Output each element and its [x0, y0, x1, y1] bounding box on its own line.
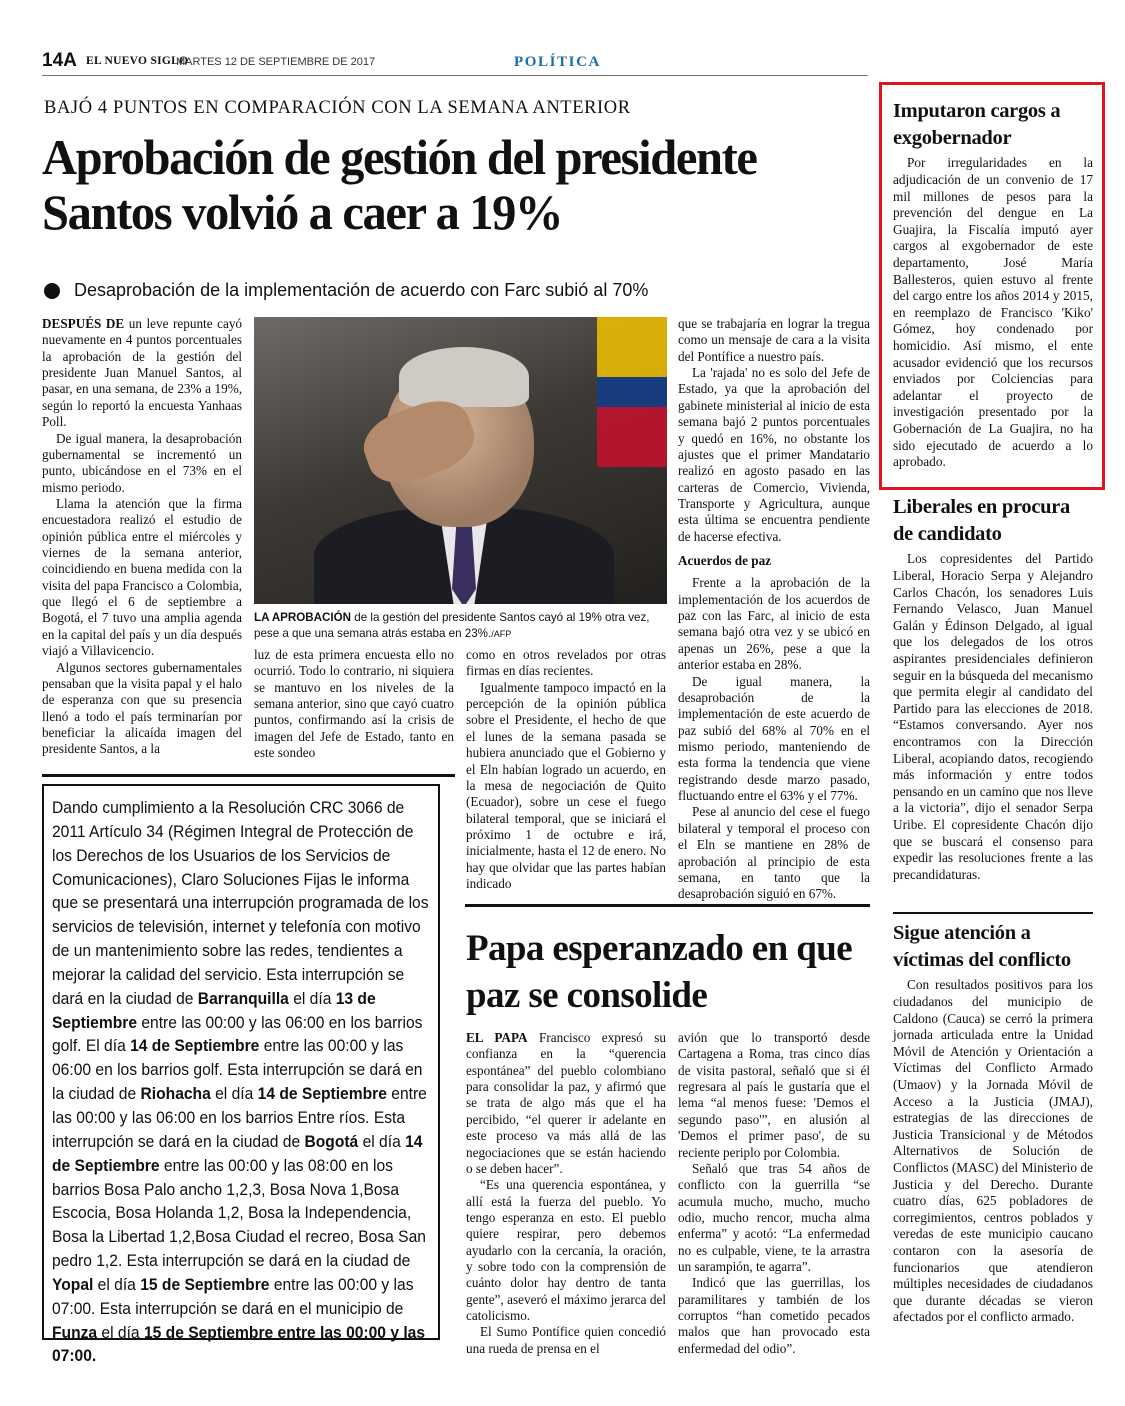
subheadline-text: Desaprobación de la implementación de acuerdo con Farc subió al 70% [74, 280, 649, 300]
paragraph: Con resultados positivos para los ciudadanos del municipio de Caldono (Cauca) se cerró la primera jornada articulada entre la Unidad Móvil de Atención y Orientación a Víctimas del Conflicto Armado (Umaov) y la Jornada Móvil de Acceso a la Justicia (JMAJ), estrategias de las direcciones de Justicia Transicional y de Métodos Alternativos de Solución de Conflictos (MASC) del Ministerio de Justicia y del Derecho. Durante cuatro días, 625 pobladores de corregimientos, centros poblados y veredas de este municipio caucano contaron con la asesoría de funcionarios que atendieron múltiples necesidades de ciudadanos que durante décadas se vieron afectados por el conflicto armado. [893, 977, 1093, 1325]
paragraph: La 'rajada' no es solo del Jefe de Estado, ya que la aprobación del gabinete ministerial al inicio de esta semana bajó 2 puntos porcentuales y quedó en 16%, no obstante los ajustes que el primer Mandatario realizó en agosto pasado en las carteras de Comercio, Vivienda, Transporte y Agricultura, aunque esta última se encuentra pendiente de hacerse efectiva. [678, 365, 870, 544]
sidebar-story-2 [893, 494, 1093, 883]
lead-in: DESPUÉS DE [42, 316, 125, 331]
paragraph: luz de esta primera encuesta ello no ocurrió. Todo lo contrario, ni siquiera se mantuvo en los niveles de la semana anterior, sino que cayó cuatro puntos, confirmando así la crisis de imagen del Jefe de Estado, tanto en este sondeo [254, 647, 454, 761]
dateline: MARTES 12 DE SEPTIEMBRE DE 2017 [176, 56, 376, 68]
main-column-4 [678, 316, 870, 903]
sidebar-headline: Imputaron cargos a exgobernador [893, 100, 1061, 149]
second-column-2 [678, 1030, 870, 1357]
second-column-1 [466, 1030, 666, 1357]
main-headline [42, 130, 847, 240]
main-column-2 [254, 647, 454, 762]
main-column-3 [466, 647, 666, 892]
paragraph: Indicó que las guerrillas, los paramilitares y también de los corruptos “han cometido pecados malos que han provocado esta enfermedad del odio”. [678, 1275, 870, 1356]
paragraph: que se trabajaría en lograr la tregua como un mensaje de cara a la visita del Pontífice a nuestro país. [678, 316, 870, 364]
paragraph: El Sumo Pontífice quien concedió una rueda de prensa en el [466, 1324, 666, 1356]
section-subtitle: Acuerdos de paz [678, 553, 772, 569]
paragraph: Frente a la aprobación de la implementación de los acuerdos de paz con las Farc, al inicio de esta semana bajó otra vez y se ubicó en apenas un 26%, pese a que la anterior estaba en 28%. [678, 575, 870, 673]
header-divider [42, 75, 868, 76]
sidebar-story-3 [893, 920, 1093, 1326]
paragraph: Francisco expresó su confianza en la “querencia espontánea” del pueblo colombiano para consolidar la paz, y afirmó que se trata de algo más que el ha percibido, “el querer ir adelante en este proceso va más allá de las negociaciones que se están haciendo o se deben hacer”. [466, 1030, 666, 1176]
service-notice-box [42, 784, 440, 1366]
caption-lead: LA APROBACIÓN [254, 611, 352, 624]
paragraph: un leve repunte cayó nuevamente en 4 puntos porcentuales la aprobación de la gestión del presidente Juan Manuel Santos, al pasar, en una semana, de 23% a 19%, según lo reportó la encuesta Yanhaas Poll. [42, 316, 243, 430]
paragraph: De igual manera, la desaprobación gubernamental se incrementó un punto, ubicándose en el 73% en el mismo periodo. [42, 430, 242, 495]
paragraph: Los copresidentes del Partido Liberal, Horacio Serpa y Alejandro Carlos Chacón, los senadores Luis Fernando Velasco, Juan Manuel Galán y Édinson Delgado, al igual que los delegados de los otros aspirantes presidenciales definieron seguir en la búsqueda del mecanismo que permita elegir al candidato del Partido para las elecciones de 2018. “Estamos conversando. Ayer nos encontramos con la Dirección Liberal, acopiando datos, recogiendo más información y entre todos pensando en un camino que nos lleve a la victoria”, dijo el senador Serpa Uribe. El copresidente Chacón dijo que se buscará el consenso para expedir las resoluciones frente a las precandidaturas. [893, 551, 1093, 882]
paragraph: como en otros revelados por otras firmas en días recientes. [466, 647, 666, 679]
news-photo [254, 317, 667, 604]
sidebar-headline: Liberales en procura de candidato [893, 496, 1070, 545]
photo-credit: /AFP [491, 628, 512, 639]
caption-text: de la gestión del presidente Santos cayó al 19% otra vez, pese a que una semana atrás estaba en 23%. [254, 611, 650, 640]
paragraph: De igual manera, la desaprobación de la implementación de este acuerdo de paz subió del 68% al 70% en el mismo periodo, manteniendo de esta forma la tendencia que viene registrando desde marzo pasado, fluctuando entre el 63% y el 77%. [678, 673, 870, 804]
sidebar-headline: Sigue atención a víctimas del conflicto [893, 922, 1071, 971]
bullet-icon [44, 283, 60, 299]
photo-figure-hair [399, 347, 529, 407]
paragraph: avión que lo transportó desde Cartagena a Roma, tras cinco días de visita pastoral, señaló que si él regresara al país le gustaría que el lema “al menos fuese: 'Demos el segundo paso'”, en alusión al 'Demos el primer paso', de su reciente periplo por Colombia. [678, 1030, 870, 1160]
photo-caption [254, 610, 669, 641]
subheadline [44, 280, 648, 301]
kicker: BAJÓ 4 PUNTOS EN COMPARACIÓN CON LA SEMANA ANTERIOR [44, 98, 631, 118]
main-column-1 [42, 316, 242, 758]
service-notice-text: Dando cumplimiento a la Resolución CRC 3066 de 2011 Artículo 34 (Régimen Integral de Protección de los Derechos de los Usuarios de los Servicios de Comunicaciones), Claro Soluciones Fijas le informa que se presentará una interrupción programada de los servicios de televisión, internet y telefonía con motivo de un mantenimiento sobre las redes, tendientes a mejorar la calidad del servicio. Esta interrupción se dará en la ciudad de Barranquilla el día 13 de Septiembre entre las 00:00 y las 06:00 en los barrios golf. El día 14 de Septiembre entre las 00:00 y las 06:00 en los barrios golf. Esta interrupción se dará en la ciudad de Riohacha el día 14 de Septiembre entre las 00:00 y las 06:00 en los barrios Entre ríos. Esta interrupción se dará en la ciudad de Bogotá el día 14 de Septiembre entre las 00:00 y las 08:00 en los barrios Bosa Palo ancho 1,2,3, Bosa Nova 1,Bosa Escocia, Bosa Holanda 1,2, Bosa la Independencia, Bosa la Libertad 1,2,Bosa Ciudad el recreo, Bosa San pedro 1,2. Esta interrupción se dará en la ciudad de Yopal el día 15 de Septiembre entre las 00:00 y las 07:00. Esta interrupción se dará en el municipio de Funza el día 15 de Septiembre entre las 00:00 y las 07:00. [52, 798, 429, 1366]
lead-in: EL PAPA [466, 1030, 528, 1045]
headline-line-2: Santos volvió a caer a 19% [42, 184, 563, 240]
paragraph: Por irregularidades en la adjudicación de un convenio de 17 mil millones de pesos para la prevención del dengue en La Guajira, la Fiscalía imputó ayer cargos al exgobernador de este departamento, José María Ballesteros, quien estuvo al frente del cargo entre los años 2014 y 2015, en reemplazo de Francisco 'Kiko' Gómez, hoy condenado por homicidio. Así mismo, el ente acusador evidenció que los recursos enviados por Colciencias para adelantar el proyecto de investigación presentado por la Gobernación de La Guajira, no ha sido ejecutado de acuerdo a lo aprobado. [893, 155, 1093, 470]
sidebar-divider [893, 912, 1093, 914]
flag-shape [597, 317, 667, 467]
sidebar-story-1 [893, 98, 1093, 471]
headline-line-1: Aprobación de gestión del presidente [42, 129, 757, 185]
paragraph: Igualmente tampoco impactó en la percepción de la opinión pública sobre el Presidente, el hecho de que el lunes de la semana pasada se hubiera anunciado que el Gobierno y el Eln habían logrado un acuerdo, en la mesa de negociación de Quito (Ecuador), sobre un cese el fuego bilateral temporal, que se iniciará el próximo 1 de octubre e irá, inicialmente, hasta el 12 de enero. No hay que olvidar que las partes habían indicado [466, 679, 666, 892]
paragraph: Algunos sectores gubernamentales pensaban que la visita papal y el halo de esperanza con que su presencia llenó a todo el país terminarían por beneficiar la alicaída imagen del presidente Santos, a la [42, 659, 242, 757]
paragraph: “Es una querencia espontánea, y allí está la fuerza del pueblo. Yo tengo esperanza en esto. El pueblo quiere respirar, pero debemos ayudarlo con la cercanía, la oración, y sobre todo con la comprensión de cuánto dolor hay dentro de tanta gente”, aseveró el máximo jerarca del catolicismo. [466, 1177, 666, 1324]
story-divider [465, 904, 870, 907]
section-label: POLÍTICA [514, 54, 601, 70]
paragraph: Pese al anuncio del cese el fuego bilateral y temporal el proceso con el Eln se mantiene en 28% de aprobación al principio de esta semana, en tanto que la desaprobación siguió en 67%. [678, 804, 870, 902]
masthead: EL NUEVO SIGLO [86, 55, 189, 67]
paragraph: Llama la atención que la firma encuestadora realizó el estudio de opinión pública entre el miércoles y viernes de la semana anterior, coincidiendo en buena medida con la visita del papa Francisco a Colombia, que llegó el 6 de septiembre a Bogotá, el 7 tuvo una amplia agenda en la capital del país y un día después viajó a Villavicencio. [42, 495, 242, 659]
ad-top-rule [42, 774, 455, 777]
paragraph: Señaló que tras 54 años de conflicto con la guerrilla “se acumula mucho, mucho, mucho odio, mucho rencor, mucha alma enferma” y acotó: “La enfermedad no es culpable, viene, te la arrastra un sarampión, te agarra”. [678, 1160, 870, 1275]
second-headline: Papa esperanzado en que paz se consolide [466, 928, 853, 1017]
page-number: 14A [42, 50, 77, 71]
